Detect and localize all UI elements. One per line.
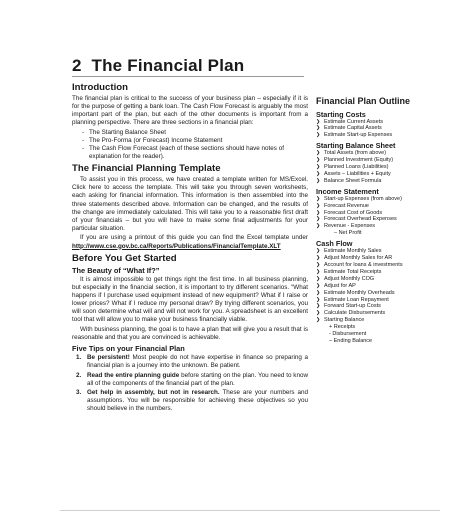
- cash-flow-list: [316, 248, 436, 345]
- chevron-right-icon: ❯: [316, 262, 321, 268]
- template-paragraph-2-text: If you are using a printout of this guide you can find the Excel template under: [80, 234, 308, 242]
- starting-costs-list: [316, 119, 436, 140]
- sidebar-section-heading: Income Statement: [316, 186, 379, 196]
- chapter-number: 2: [72, 56, 82, 75]
- list-item: ❯ Estimate Monthly Sales: [316, 248, 382, 255]
- list-item: ❯ Estimate Monthly Overheads: [316, 289, 395, 296]
- list-item: ❯ Estimate Total Receipts: [316, 268, 382, 275]
- tip-number: 3.: [76, 389, 82, 397]
- what-if-paragraph-2: With business planning, the goal is to have a plan that will give you a result that is reasonable and that you are convinced is achievable.: [72, 325, 308, 341]
- chevron-right-icon: ❯: [316, 202, 321, 209]
- chevron-right-icon: ❯: [316, 125, 321, 132]
- list-item: ❯ Forecast Overhead Expenses: [316, 216, 397, 223]
- list-item: [76, 372, 308, 388]
- tip-number: 2.: [76, 371, 82, 379]
- list-item: ❯ Estimate Capital Assets: [316, 125, 382, 132]
- tip-text: before starting on the plan. You need to know all of the components of the financial part of the plan.: [87, 371, 308, 387]
- list-item: ❯ Account for loans & investments: [316, 262, 403, 268]
- chevron-right-icon: ❯: [316, 216, 321, 223]
- list-item: ❯ Estimate Start-up Expenses: [316, 132, 393, 139]
- chevron-right-icon: ❯: [316, 255, 321, 262]
- chevron-right-icon: ❯: [316, 303, 321, 310]
- list-item: ❯ Estimate Loan Repayment: [316, 296, 389, 303]
- list-item: ❯ Forecast Revenue: [316, 202, 369, 209]
- list-item: ❯ Forward Start-up Costs: [316, 303, 381, 310]
- list-item: ❯ Planned Loans (Liabilities): [316, 164, 389, 171]
- tip-text: Most people do not have expertise in finance so preparing a financial plan is a journey into the unknown. Be patient.: [87, 353, 308, 369]
- list-item: ❯ Balance Sheet Formula: [316, 177, 382, 184]
- chevron-right-icon: ❯: [316, 132, 321, 139]
- chevron-right-icon: ❯: [316, 282, 321, 289]
- income-statement-list: [316, 196, 436, 237]
- chapter-name: The Financial Plan: [91, 56, 245, 75]
- what-if-subheading: The Beauty of “What If?”: [72, 265, 160, 275]
- list-item: ❯ Adjust Monthly COG: [316, 275, 375, 282]
- tip-number: 1.: [76, 353, 82, 361]
- chevron-right-icon: ❯: [316, 177, 321, 184]
- before-heading: Before You Get Started: [72, 252, 177, 264]
- tips-list: [76, 354, 308, 414]
- intro-heading: Introduction: [72, 82, 128, 93]
- sidebar-title: Financial Plan Outline: [316, 96, 411, 106]
- list-item: ❯ Assets – Liabilities + Equity: [316, 170, 391, 177]
- list-item: ❯ Start-up Expenses (from above): [316, 195, 402, 202]
- list-item: + Receipts: [329, 324, 356, 331]
- intro-bullet-list: [82, 129, 308, 161]
- template-link[interactable]: http://www.cse.gov.bc.ca/Reports/Publications/FinancialTemplate.XLT: [72, 242, 281, 250]
- intro-paragraph: The financial plan is critical to the success of your business plan – especially if it is for the purpose of getting a bank loan. The Cash Flow Forecast is arguably the most important part of the plan, but each of the other documents is important from a planning perspective. There are three sections in a financial plan:: [72, 95, 308, 127]
- chevron-right-icon: ❯: [316, 195, 321, 202]
- chevron-right-icon: ❯: [316, 164, 321, 171]
- chevron-right-icon: ❯: [316, 150, 321, 157]
- tip-text: These are your numbers and assumptions. You will be responsible for achieving these objectives so you should believe in the numbers.: [87, 389, 308, 413]
- chevron-right-icon: ❯: [316, 268, 321, 275]
- template-heading: The Financial Planning Template: [72, 163, 221, 175]
- list-item: [76, 389, 308, 413]
- chevron-right-icon: ❯: [316, 170, 321, 177]
- chevron-right-icon: ❯: [316, 275, 321, 282]
- page-bottom-divider: [60, 510, 440, 511]
- list-item: ❯ Estimate Current Assets: [316, 118, 383, 125]
- list-item: [76, 354, 308, 370]
- chapter-divider: [72, 76, 304, 77]
- main-column: [72, 80, 308, 415]
- tip-lead: Get help in assembly, but not in research.: [87, 389, 220, 397]
- starting-balance-list: [316, 150, 436, 185]
- chevron-right-icon: ❯: [316, 223, 321, 230]
- chevron-right-icon: ❯: [316, 118, 321, 125]
- tip-lead: Be persistent!: [87, 353, 130, 361]
- tips-heading: Five Tips on your Financial Plan: [72, 343, 185, 353]
- list-item: - The Cash Flow Forecast (each of these sections should have notes of explanation for the reader).: [82, 145, 308, 161]
- sidebar-section-heading: Cash Flow: [316, 239, 353, 249]
- chapter-title: [72, 56, 244, 76]
- list-item: - The Starting Balance Sheet: [82, 129, 308, 137]
- template-paragraph-2: [72, 234, 308, 250]
- list-item: ❯ Adjust Monthly Sales for AR: [316, 255, 393, 262]
- chevron-right-icon: ❯: [316, 289, 321, 296]
- outline-sidebar: [316, 96, 436, 345]
- list-item: ❯ Total Assets (from above): [316, 150, 387, 157]
- chevron-right-icon: ❯: [316, 310, 321, 317]
- list-item: – Net Profit: [334, 230, 362, 237]
- list-item: ❯ Forecast Cost of Goods: [316, 209, 383, 216]
- list-item: ❯ Calculate Disbursements: [316, 310, 386, 317]
- list-item: ❯ Adjust for AP: [316, 282, 356, 289]
- what-if-paragraph-1: It is almost impossible to get things right the first time. In all business planning, but especially in the financial section, it is important to try different scenarios. “What happens if I purchase used equipment instead of new equipment? What if I raise or lower prices? What if I reduce my personal draw? By trying different scenarios, you will soon determine what will and will not work for you. A spreadsheet is an excellent tool that will allow you to make your business financially viable.: [72, 275, 308, 324]
- tip-lead: Read the entire planning guide: [87, 371, 180, 379]
- list-item: ❯ Revenue - Expenses: [316, 223, 376, 230]
- list-item: ❯ Starting Balance: [316, 317, 365, 324]
- list-item: - The Pro-Forma (or Forecast) Income Statement: [82, 137, 308, 145]
- chevron-right-icon: ❯: [316, 296, 321, 303]
- template-paragraph-1: To assist you in this process, we have created a template written for MS/Excel. Click here to access the template. This will take you through seven worksheets, each asking for financial information. This information is then assembled into the three statements described above. Information can be changed, and the results of the change are immediately calculated. This will take you to a reasonable first draft of your financials – but you will have to make some final adjustments for your particular situation.: [72, 176, 308, 232]
- chevron-right-icon: ❯: [316, 248, 321, 255]
- chevron-right-icon: ❯: [316, 317, 321, 324]
- list-item: – Ending Balance: [329, 337, 373, 344]
- chevron-right-icon: ❯: [316, 209, 321, 216]
- sidebar-section-heading: Starting Costs: [316, 109, 366, 119]
- sidebar-section-heading: Starting Balance Sheet: [316, 141, 396, 151]
- chevron-right-icon: ❯: [316, 157, 321, 164]
- list-item: ❯ Planned Investment (Equity): [316, 157, 394, 164]
- list-item: - Disbursement: [329, 331, 367, 338]
